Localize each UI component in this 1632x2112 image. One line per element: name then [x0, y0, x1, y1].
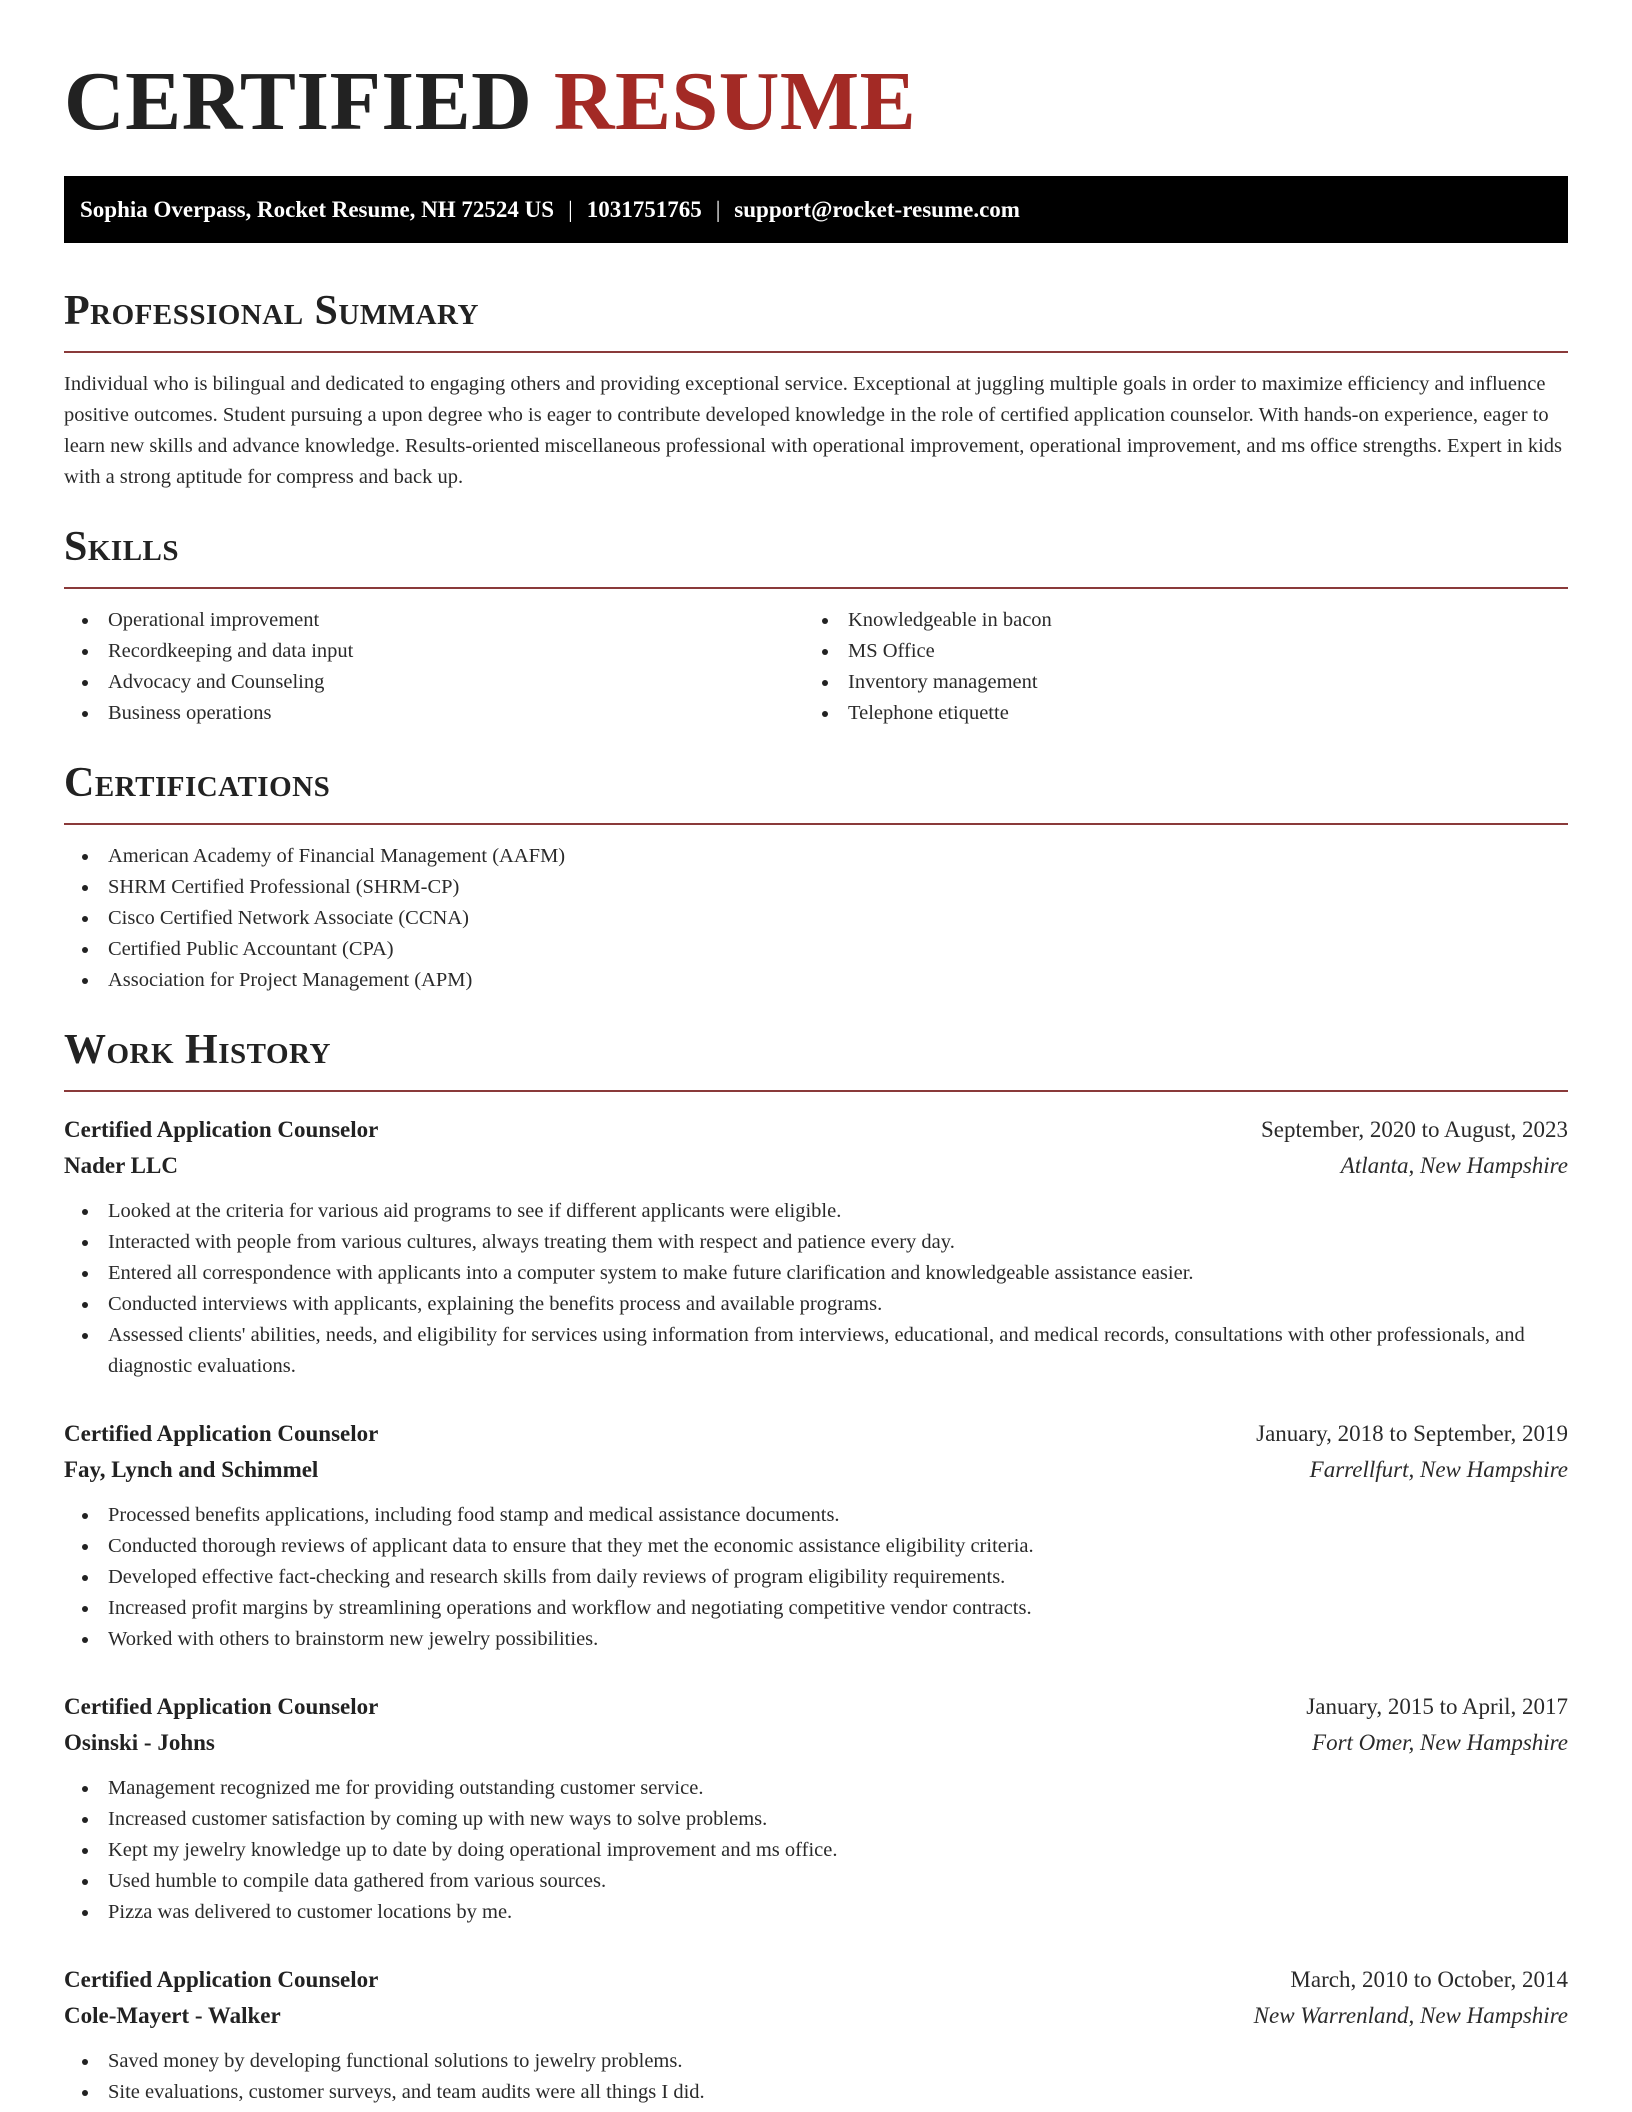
certification-item: American Academy of Financial Management (AAFM)	[64, 841, 1568, 872]
job-bullet: Interacted with people from various cultures, always treating them with respect and patience every day.	[64, 1227, 1568, 1258]
job-bullet: Developed effective fact-checking and research skills from daily reviews of program eligibility requirements.	[64, 1562, 1568, 1593]
work-history-section	[64, 1026, 1568, 2108]
skill-item: Inventory management	[804, 667, 1544, 698]
job-company: Osinski - Johns	[64, 1730, 215, 1755]
skills-heading: Skills	[64, 524, 180, 570]
skills-section	[64, 523, 1568, 729]
contact-email[interactable]: support@rocket-resume.com	[734, 197, 1020, 222]
certification-item: Cisco Certified Network Associate (CCNA)	[64, 903, 1568, 934]
skill-item: Advocacy and Counseling	[64, 667, 804, 698]
skills-column-left	[64, 605, 804, 729]
job-company-row	[64, 1725, 1568, 1761]
skill-item: Operational improvement	[64, 605, 804, 636]
certifications-section	[64, 759, 1568, 996]
work-history-heading: Work History	[64, 1027, 331, 1073]
job-bullet: Entered all correspondence with applicants into a computer system to make future clarification and knowledgeable assistance easier.	[64, 1258, 1568, 1289]
job-dates: January, 2018 to September, 2019	[1256, 1421, 1568, 1446]
job-header-row	[64, 1416, 1568, 1452]
skill-item: Knowledgeable in bacon	[804, 605, 1544, 636]
job-company-row	[64, 1148, 1568, 1184]
job-dates: September, 2020 to August, 2023	[1260, 1117, 1568, 1142]
job-bullets	[64, 2046, 1568, 2108]
job-bullet: Pizza was delivered to customer locations by me.	[64, 1897, 1568, 1928]
section-divider	[64, 587, 1568, 589]
section-divider	[64, 351, 1568, 353]
job-bullet: Kept my jewelry knowledge up to date by doing operational improvement and ms office.	[64, 1835, 1568, 1866]
summary-heading: Professional Summary	[64, 288, 479, 334]
job-bullet: Looked at the criteria for various aid programs to see if different applicants were eligible.	[64, 1196, 1568, 1227]
job-bullets	[64, 1196, 1568, 1382]
job-bullet: Conducted interviews with applicants, explaining the benefits process and available programs.	[64, 1289, 1568, 1320]
skills-list-left	[64, 605, 804, 729]
certification-item: Association for Project Management (APM)	[64, 965, 1568, 996]
skills-list-right	[804, 605, 1544, 729]
job-title: Certified Application Counselor	[64, 1694, 379, 1719]
job-bullet: Worked with others to brainstorm new jewelry possibilities.	[64, 1624, 1568, 1655]
job-dates: March, 2010 to October, 2014	[1290, 1967, 1568, 1992]
job-entry	[64, 1112, 1568, 1382]
skills-column-right	[804, 605, 1544, 729]
job-entry	[64, 1689, 1568, 1928]
job-location: Fort Omer, New Hampshire	[1312, 1730, 1568, 1755]
job-bullet: Assessed clients' abilities, needs, and eligibility for services using information from interviews, educational, and medical records, consultations with other professionals, and diagnostic evaluations.	[64, 1320, 1568, 1382]
job-bullet: Increased profit margins by streamlining operations and workflow and negotiating competitive vendor contracts.	[64, 1593, 1568, 1624]
certifications-list	[64, 841, 1568, 996]
contact-phone: 1031751765	[586, 197, 702, 222]
section-divider	[64, 823, 1568, 825]
job-location: Farrellfurt, New Hampshire	[1309, 1457, 1568, 1482]
resume-title	[64, 0, 1568, 150]
contact-bar	[64, 176, 1568, 243]
job-company-row	[64, 1998, 1568, 2034]
skill-item: Recordkeeping and data input	[64, 636, 804, 667]
skill-item: MS Office	[804, 636, 1544, 667]
certification-item: Certified Public Accountant (CPA)	[64, 934, 1568, 965]
job-bullet: Site evaluations, customer surveys, and team audits were all things I did.	[64, 2077, 1568, 2108]
job-bullet: Used humble to compile data gathered from various sources.	[64, 1866, 1568, 1897]
job-company: Cole-Mayert - Walker	[64, 2003, 281, 2028]
job-bullet: Saved money by developing functional solutions to jewelry problems.	[64, 2046, 1568, 2077]
title-main: CERTIFIED	[64, 55, 533, 148]
skills-columns	[64, 605, 1568, 729]
job-bullet: Processed benefits applications, including food stamp and medical assistance documents.	[64, 1500, 1568, 1531]
job-header-row	[64, 1689, 1568, 1725]
job-header-row	[64, 1962, 1568, 1998]
job-entry	[64, 1416, 1568, 1655]
job-title: Certified Application Counselor	[64, 1967, 379, 1992]
job-dates: January, 2015 to April, 2017	[1306, 1694, 1568, 1719]
job-company-row	[64, 1452, 1568, 1488]
job-company: Fay, Lynch and Schimmel	[64, 1457, 319, 1482]
contact-address: Sophia Overpass, Rocket Resume, NH 72524 US	[80, 197, 555, 222]
certifications-heading: Certifications	[64, 760, 331, 806]
job-bullet: Conducted thorough reviews of applicant data to ensure that they met the economic assistance eligibility criteria.	[64, 1531, 1568, 1562]
skill-item: Business operations	[64, 698, 804, 729]
job-location: New Warrenland, New Hampshire	[1253, 2003, 1568, 2028]
title-accent: RESUME	[553, 55, 917, 148]
job-bullet: Increased customer satisfaction by coming up with new ways to solve problems.	[64, 1804, 1568, 1835]
certification-item: SHRM Certified Professional (SHRM-CP)	[64, 872, 1568, 903]
summary-text: Individual who is bilingual and dedicated to engaging others and providing exceptional service. Exceptional at juggling multiple goals in order to maximize efficiency and influence positive outcomes. Student pursuing a upon degree who is eager to contribute developed knowledge in the role of certified application counselor. With hands-on experience, eager to learn new skills and advance knowledge. Results-oriented miscellaneous professional with operational improvement, operational improvement, and ms office strengths. Expert in kids with a strong aptitude for compress and back up.	[64, 373, 1563, 488]
job-header-row	[64, 1112, 1568, 1148]
skill-item: Telephone etiquette	[804, 698, 1544, 729]
job-company: Nader LLC	[64, 1153, 178, 1178]
contact-separator: |	[715, 197, 721, 222]
job-location: Atlanta, New Hampshire	[1340, 1153, 1568, 1178]
job-bullet: Management recognized me for providing outstanding customer service.	[64, 1773, 1568, 1804]
job-bullets	[64, 1500, 1568, 1655]
contact-separator: |	[568, 197, 573, 222]
job-entry	[64, 1962, 1568, 2108]
job-bullets	[64, 1773, 1568, 1928]
job-title: Certified Application Counselor	[64, 1421, 379, 1446]
section-divider	[64, 1090, 1568, 1092]
job-title: Certified Application Counselor	[64, 1117, 379, 1142]
summary-section	[64, 287, 1568, 493]
